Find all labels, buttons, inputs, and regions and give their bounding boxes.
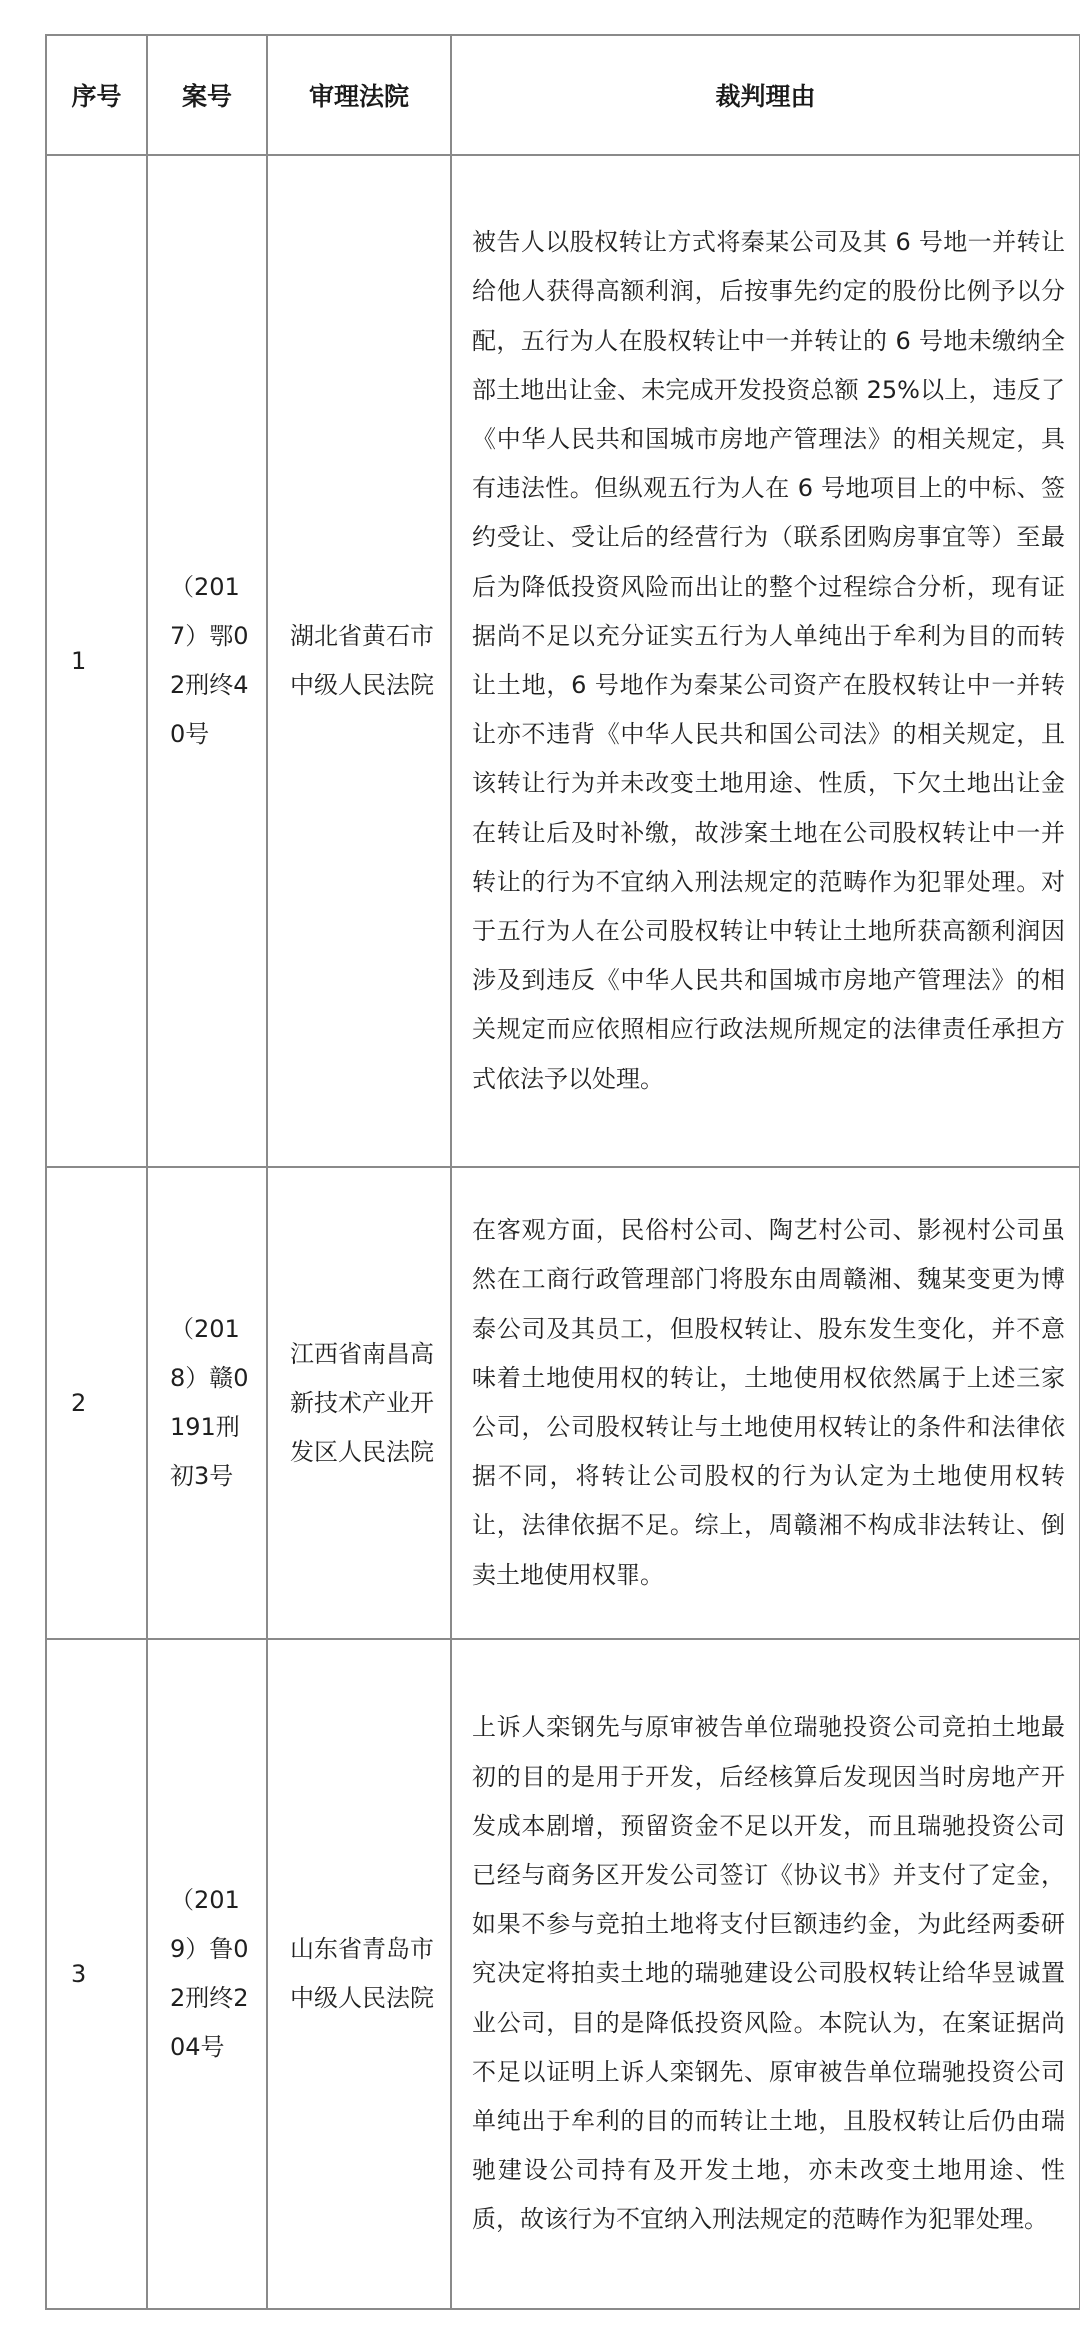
- cell-reason: 上诉人栾钢先与原审被告单位瑞驰投资公司竞拍土地最初的目的是用于开发，后经核算后发现因当时房地产开发成本剧增，预留资金不足以开发，而且瑞驰投资公司已经与商务区开发公司签订《协议书》并支付了定金，如果不参与竞拍土地将支付巨额违约金，为此经两委研究决定将拍卖土地的瑞驰建设公司股权转让给华昱诚置业公司，目的是降低投资风险。本院认为，在案证据尚不足以证明上诉人栾钢先、原审被告单位瑞驰投资公司单纯出于牟利的目的而转让土地，且股权转让后仍由瑞驰建设公司持有及开发土地，亦未改变土地用途、性质，故该行为不宜纳入刑法规定的范畴作为犯罪处理。: [451, 1639, 1080, 2309]
- cell-case-number: （2018）赣0191刑初3号: [147, 1167, 267, 1639]
- cell-court: 山东省青岛市中级人民法院: [267, 1639, 451, 2309]
- cell-court: 江西省南昌高新技术产业开发区人民法院: [267, 1167, 451, 1639]
- table-row: [46, 1167, 1080, 1639]
- header-case-number: 案号: [147, 35, 267, 155]
- table-header-row: [46, 35, 1080, 155]
- table-row: [46, 155, 1080, 1167]
- header-reason: 裁判理由: [451, 35, 1080, 155]
- cell-seq: 1: [46, 155, 147, 1167]
- header-court: 审理法院: [267, 35, 451, 155]
- cell-court: 湖北省黄石市中级人民法院: [267, 155, 451, 1167]
- cell-case-number: （2017）鄂02刑终40号: [147, 155, 267, 1167]
- cell-reason: 被告人以股权转让方式将秦某公司及其 6 号地一并转让给他人获得高额利润，后按事先约定的股份比例予以分配，五行为人在股权转让中一并转让的 6 号地未缴纳全部土地出让金、未完成开发投资总额 25%以上，违反了《中华人民共和国城市房地产管理法》的相关规定，具有违法性。但纵观五行为人在 6 号地项目上的中标、签约受让、受让后的经营行为（联系团购房事宜等）至最后为降低投资风险而出让的整个过程综合分析，现有证据尚不足以充分证实五行为人单纯出于牟利为目的而转让土地，6 号地作为秦某公司资产在股权转让中一并转让亦不违背《中华人民共和国公司法》的相关规定，且该转让行为并未改变土地用途、性质，下欠土地出让金在转让后及时补缴，故涉案土地在公司股权转让中一并转让的行为不宜纳入刑法规定的范畴作为犯罪处理。对于五行为人在公司股权转让中转让土地所获高额利润因涉及到违反《中华人民共和国城市房地产管理法》的相关规定而应依照相应行政法规所规定的法律责任承担方式依法予以处理。: [451, 155, 1080, 1167]
- table-row: [46, 1639, 1080, 2309]
- cell-case-number: （2019）鲁02刑终204号: [147, 1639, 267, 2309]
- cell-seq: 3: [46, 1639, 147, 2309]
- header-seq: 序号: [46, 35, 147, 155]
- judgment-table: [45, 34, 1080, 2310]
- cell-seq: 2: [46, 1167, 147, 1639]
- cell-reason: 在客观方面，民俗村公司、陶艺村公司、影视村公司虽然在工商行政管理部门将股东由周赣湘、魏某变更为博泰公司及其员工，但股权转让、股东发生变化，并不意味着土地使用权的转让，土地使用权依然属于上述三家公司，公司股权转让与土地使用权转让的条件和法律依据不同，将转让公司股权的行为认定为土地使用权转让，法律依据不足。综上，周赣湘不构成非法转让、倒卖土地使用权罪。: [451, 1167, 1080, 1639]
